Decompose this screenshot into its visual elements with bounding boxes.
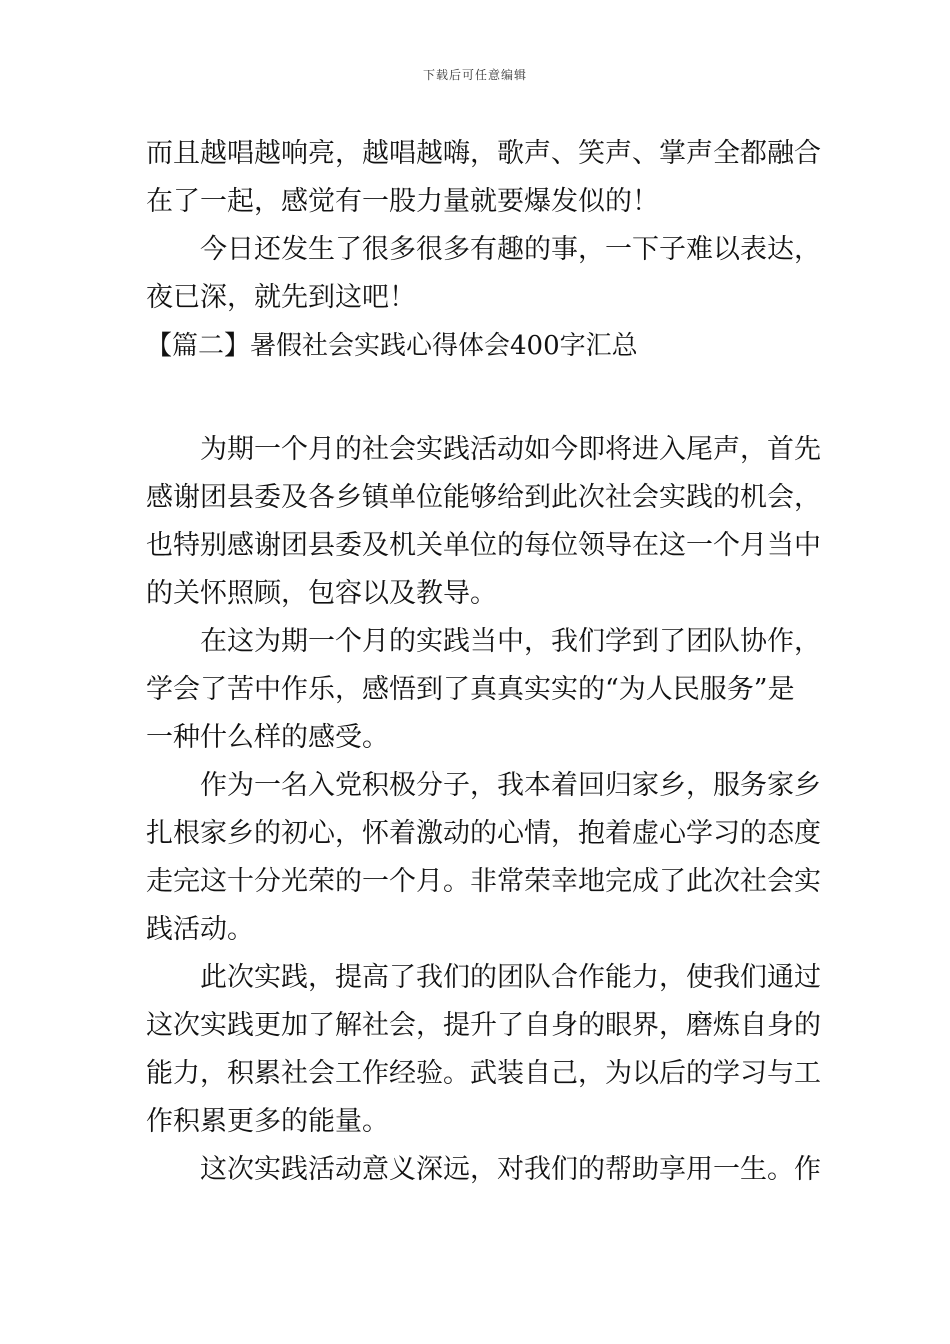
paragraph-line: 践活动。 bbox=[146, 914, 254, 945]
paragraph-line: 走完这十分光荣的一个月。非常荣幸地完成了此次社会实 bbox=[146, 866, 821, 897]
paragraph-line: 今日还发生了很多很多有趣的事，一下子难以表达， bbox=[200, 234, 821, 265]
paragraph-line: 这次实践活动意义深远，对我们的帮助享用一生。作 bbox=[200, 1154, 821, 1185]
document-body bbox=[146, 130, 821, 1194]
paragraph-line: 感谢团县委及各乡镇单位能够给到此次社会实践的机会， bbox=[146, 482, 821, 513]
paragraph-line: 在了一起，感觉有一股力量就要爆发似的！ bbox=[146, 186, 659, 217]
paragraph-line: 为期一个月的社会实践活动如今即将进入尾声，首先 bbox=[200, 434, 821, 465]
paragraph-line: 学会了苦中作乐，感悟到了真真实实的“为人民服务”是 bbox=[146, 674, 795, 705]
paragraph-line: 能力，积累社会工作经验。武装自己，为以后的学习与工 bbox=[146, 1058, 821, 1089]
paragraph-line: 也特别感谢团县委及机关单位的每位领导在这一个月当中 bbox=[146, 530, 821, 561]
paragraph-line: 作为一名入党积极分子，我本着回归家乡，服务家乡 bbox=[200, 770, 821, 801]
spacer bbox=[146, 370, 810, 426]
paragraph-line: 此次实践，提高了我们的团队合作能力，使我们通过 bbox=[200, 962, 821, 993]
header-note: 下载后可任意编辑 bbox=[422, 68, 527, 82]
section-heading: 【篇二】暑假社会实践心得体会400字汇总 bbox=[146, 331, 638, 361]
paragraph-line: 作积累更多的能量。 bbox=[146, 1106, 389, 1137]
paragraph-line: 的关怀照顾，包容以及教导。 bbox=[146, 578, 497, 609]
paragraph-line: 一种什么样的感受。 bbox=[146, 722, 389, 753]
paragraph-line: 夜已深，就先到这吧！ bbox=[146, 282, 416, 313]
paragraph-line: 而且越唱越响亮，越唱越嗨，歌声、笑声、掌声全都融合 bbox=[146, 138, 821, 169]
paragraph-line: 在这为期一个月的实践当中，我们学到了团队协作， bbox=[200, 626, 821, 657]
paragraph-line: 这次实践更加了解社会，提升了自身的眼界，磨炼自身的 bbox=[146, 1010, 821, 1041]
paragraph-line: 扎根家乡的初心，怀着激动的心情，抱着虚心学习的态度 bbox=[146, 818, 821, 849]
